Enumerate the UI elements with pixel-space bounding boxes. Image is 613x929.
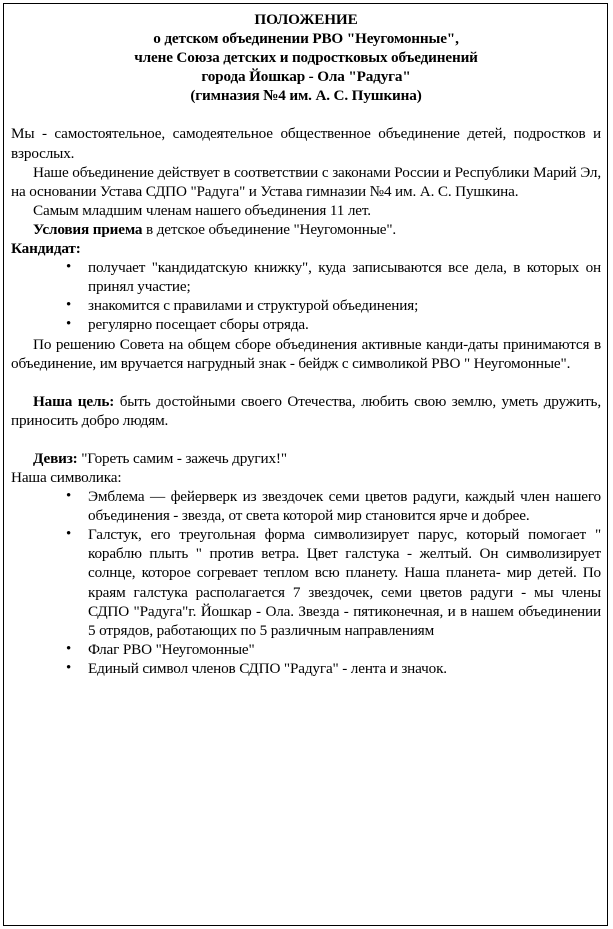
- intro-paragraph: Мы - самостоятельное, самодеятельное общественное объединение детей, подростков и взрослых.: [11, 125, 601, 162]
- conditions-text: в детское объединение "Неугомонные".: [142, 220, 397, 238]
- list-item: • Галстук, его треугольная форма символизирует парус, который помогает " кораблю плыть " против ветра. Цвет галстука - желтый. Он символизирует солнце, которое согревает теплом всю планету. Наша планета- мир детей. По краям галстука располагается 7 звездочек, семи цветов радуги - мы члены СДПО "Радуга"г. Йошкар - Ола. Звезда - пятиконечная, и в нашем объединении 5 отрядов, работающих по 5 различным направлениям: [88, 525, 601, 640]
- title-line-3: члене Союза детских и подростковых объединений: [134, 49, 478, 67]
- symbols-label: Наша символика:: [11, 468, 122, 486]
- motto-paragraph: [11, 449, 601, 468]
- youngest-paragraph: Самым младшим членам нашего объединения 11 лет.: [33, 201, 371, 219]
- law-paragraph: Наше объединение действует в соответствии с законами России и Республики Марий Эл, на основании Устава СДПО "Радуга" и Устава гимназии №4 им. А. С. Пушкина.: [11, 163, 601, 200]
- list-item: • Единый символ членов СДПО "Радуга" - лента и значок.: [88, 659, 601, 678]
- list-item: • получает "кандидатскую книжку", куда записываются все дела, в которых он принял участие;: [88, 258, 601, 296]
- goal-text: быть достойными своего Отечества, любить свою землю, уметь дружить, приносить добро людям.: [11, 392, 601, 429]
- spacer: [11, 373, 601, 392]
- candidate-list: [11, 258, 601, 334]
- list-item: • регулярно посещает сборы отряда.: [88, 315, 601, 334]
- goal-label: Наша цель:: [33, 392, 115, 410]
- conditions-paragraph: [11, 220, 601, 239]
- title-line-1: ПОЛОЖЕНИЕ: [254, 11, 358, 28]
- list-item: • Флаг РВО "Неугомонные": [88, 640, 601, 659]
- motto-text: "Гореть самим - зажечь других!": [77, 449, 287, 467]
- council-paragraph: По решению Совета на общем сборе объединения активные канди-даты принимаются в объединение, им вручается нагрудный знак - бейдж с символикой РВО " Неугомонные".: [11, 335, 601, 372]
- symbols-list: [11, 487, 601, 678]
- motto-label: Девиз:: [33, 449, 78, 467]
- document-page: [3, 3, 608, 926]
- title-line-4: города Йошкар - Ола "Радуга": [201, 68, 411, 86]
- spacer: [11, 105, 601, 124]
- document-title: [11, 10, 601, 105]
- list-item: • Эмблема — фейерверк из звездочек семи цветов радуги, каждый член нашего объединения - звезда, от света которой мир становится ярче и добрее.: [88, 487, 601, 525]
- list-item: • знакомится с правилами и структурой объединения;: [88, 296, 601, 315]
- goal-paragraph: [11, 392, 601, 430]
- title-line-2: о детском объединении РВО "Неугомонные",: [153, 30, 459, 48]
- title-line-5: (гимназия №4 им. А. С. Пушкина): [190, 87, 422, 105]
- conditions-label: Условия приема: [33, 220, 143, 238]
- spacer: [11, 430, 601, 449]
- candidate-label: Кандидат:: [11, 240, 81, 258]
